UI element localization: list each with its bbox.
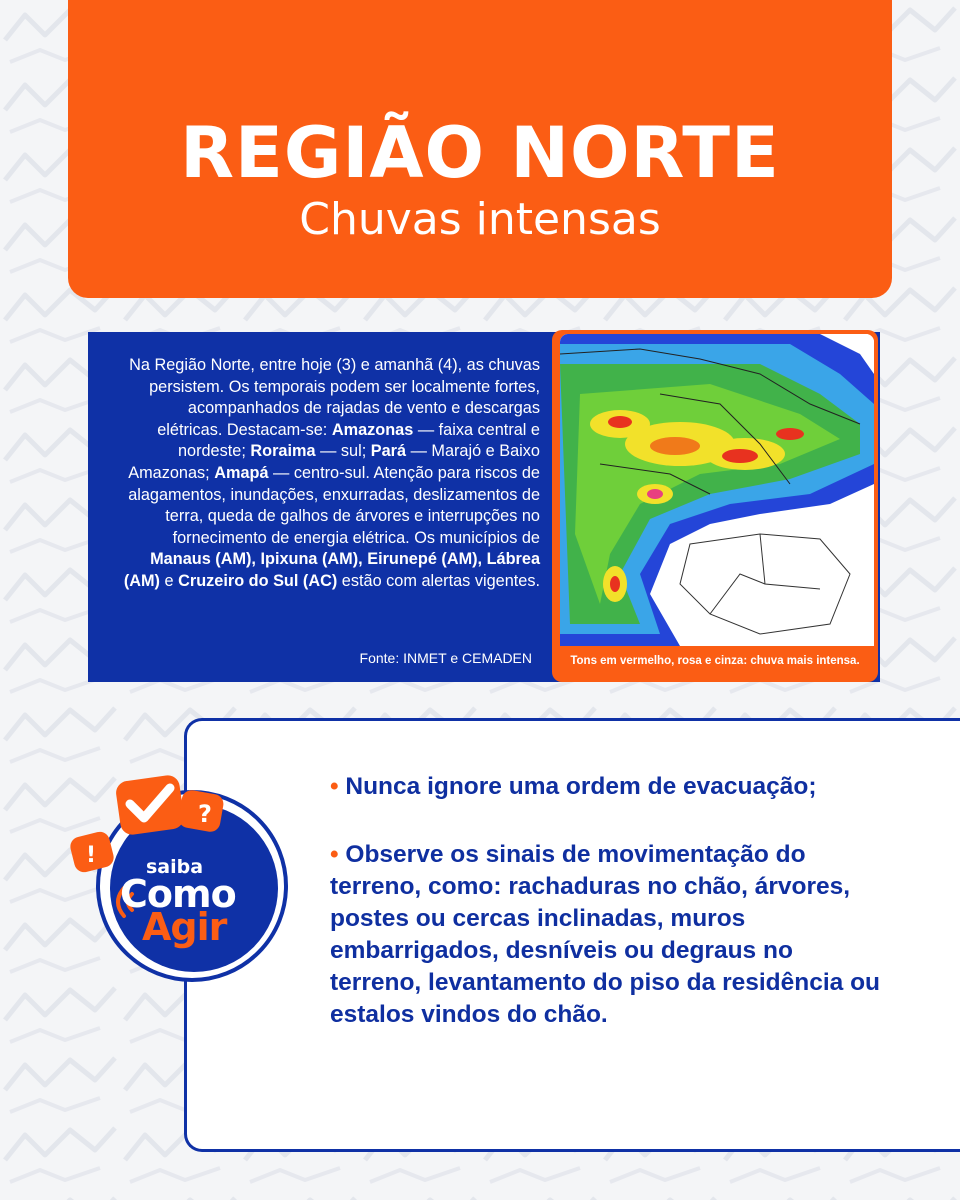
tip-text: Nunca ignore uma ordem de evacuação; — [345, 773, 817, 800]
badge-saiba-text: saiba — [146, 856, 204, 878]
info-highlight: Roraima — [250, 442, 316, 461]
source-credit: Fonte: INMET e CEMADEN — [359, 650, 532, 666]
info-highlight: Pará — [370, 442, 407, 461]
tip-bullet: • — [330, 841, 339, 868]
svg-text:!: ! — [86, 843, 97, 868]
page-subtitle: Chuvas intensas — [299, 194, 661, 245]
map-caption: Tons em vermelho, rosa e cinza: chuva mais intensa. — [570, 655, 860, 667]
check-bubble-icon — [115, 774, 186, 836]
info-highlight: Amapá — [214, 463, 269, 482]
tips-list — [330, 771, 890, 1067]
badge-agir-text: Agir — [142, 905, 227, 949]
info-text-segment: Na Região Norte, entre hoje (3) e amanhã (4), as chuvas persistem. Os temporais podem ser localmente fortes, acompanhados de rajadas de vento e descargas elétricas. Destacam-se: — [129, 356, 540, 439]
info-text-segment: estão com alertas vigentes. — [337, 571, 540, 590]
tip-bullet: • — [330, 773, 339, 800]
info-highlight: Manaus (AM), Ipixuna (AM), Eirunepé (AM), Lábrea (AM) — [123, 550, 540, 590]
info-highlight: Amazonas — [331, 420, 414, 439]
info-text-segment: — Marajó e Baixo Amazonas; — [128, 442, 540, 482]
info-paragraph — [122, 355, 540, 593]
tip-item — [330, 839, 890, 1031]
tip-item — [330, 771, 890, 803]
rainfall-map — [560, 334, 874, 646]
page-title: REGIÃO NORTE — [180, 112, 780, 194]
tip-text: Observe os sinais de movimentação do terreno, como: rachaduras no chão, árvores, postes ou cercas inclinadas, muros embarrigados, desníveis ou degraus no terreno, levantamento do piso da residência ou estalos vindos do chão. — [330, 841, 881, 1028]
svg-text:?: ? — [198, 800, 212, 828]
info-text-segment: — centro-sul. Atenção para riscos de alagamentos, inundações, enxurradas, deslizamentos de terra, queda de galhos de árvores e interrupções no fornecimento de energia elétrica. Os municípios de — [128, 463, 540, 547]
question-bubble-icon — [177, 789, 225, 834]
info-highlight: Cruzeiro do Sul (AC) — [178, 571, 338, 590]
info-text-segment: — faixa central e nordeste; — [177, 420, 540, 461]
info-text-segment: e — [159, 571, 179, 590]
badge-como-text: Como — [120, 872, 236, 916]
rainfall-map-graphic — [560, 334, 874, 646]
info-text-segment: — sul; — [315, 442, 371, 461]
header-banner — [68, 0, 892, 298]
